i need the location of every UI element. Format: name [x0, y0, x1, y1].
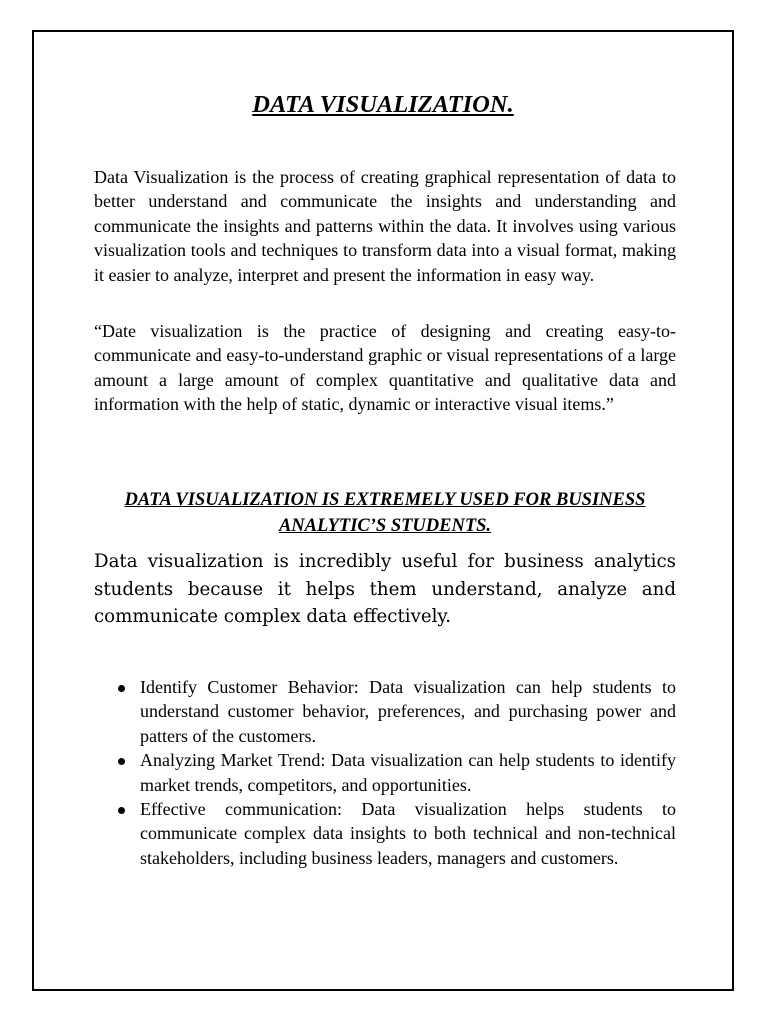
bullet-icon: [118, 807, 125, 814]
list-item-text: Identify Customer Behavior: Data visualization can help students to understand customer behavior, preferences, and purchasing power and patters of the customers.: [140, 677, 676, 746]
definition-quote-paragraph: “Date visualization is the practice of designing and creating easy-to-communicate and easy-to-understand graphic or visual representations of a large amount a large amount of complex quantitative and qualitative data and information with the help of static, dynamic or interactive visual items.”: [94, 321, 676, 415]
document-page: [32, 30, 734, 991]
list-item: [114, 675, 676, 748]
intro-paragraph: Data Visualization is the process of creating graphical representation of data to better understand and communicate the insights and understanding and communicate the insights and patterns within the data. It involves using various visualization tools and techniques to transform data into a visual format, making it easier to analyze, interpret and present the information in easy way.: [94, 167, 676, 285]
page-title: DATA VISUALIZATION.: [252, 91, 514, 118]
benefits-list: [114, 675, 676, 870]
section-heading: DATA VISUALIZATION IS EXTREMELY USED FOR BUSINESS ANALYTIC’S STUDENTS.: [124, 490, 646, 536]
section-intro-paragraph: Data visualization is incredibly useful for business analytics students because it helps them understand, analyze and communicate complex data effectively.: [94, 551, 676, 627]
list-item: [114, 797, 676, 870]
bullet-icon: [118, 758, 125, 765]
list-item-text: Analyzing Market Trend: Data visualization can help students to identify market trends, competitors, and opportunities.: [140, 750, 676, 795]
bullet-icon: [118, 685, 125, 692]
list-item-text: Effective communication: Data visualization helps students to communicate complex data insights to both technical and non-technical stakeholders, including business leaders, managers and customers.: [140, 799, 676, 868]
list-item: [114, 748, 676, 797]
